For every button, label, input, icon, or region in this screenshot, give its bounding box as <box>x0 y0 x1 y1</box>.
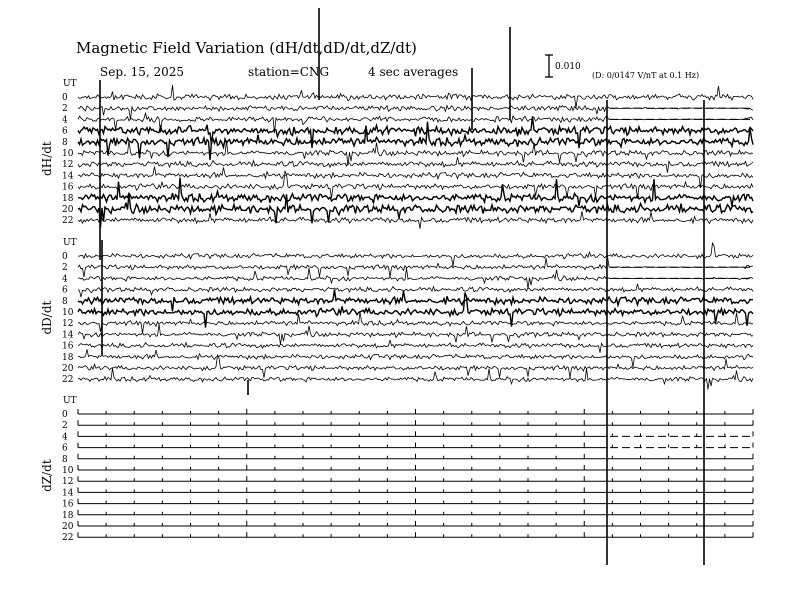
row-label: 14 <box>62 171 74 182</box>
date-label: Sep. 15, 2025 <box>100 65 185 79</box>
row-label: 18 <box>62 510 74 521</box>
row-label: 2 <box>62 421 68 432</box>
trace-line <box>78 312 753 333</box>
row-label: 12 <box>62 319 74 330</box>
trace-line <box>78 368 753 390</box>
trace-line <box>78 284 753 297</box>
trace-line <box>78 324 753 345</box>
row-label: 6 <box>62 285 68 296</box>
row-label: 18 <box>62 352 74 363</box>
row-label: 14 <box>62 488 74 499</box>
scale-bar <box>545 55 553 77</box>
trace-line <box>78 85 753 108</box>
station-label: station=CNG <box>248 65 330 79</box>
row-label: 20 <box>62 205 74 215</box>
row-label: 4 <box>62 432 68 443</box>
trace-line <box>78 256 753 277</box>
panel-ylabel: dZ/dt <box>40 459 54 492</box>
panel-ylabel: dH/dt <box>40 141 54 176</box>
row-label: 20 <box>62 522 74 532</box>
row-label: 4 <box>62 274 68 285</box>
ut-header: UT <box>63 396 77 406</box>
row-label: 2 <box>62 104 68 115</box>
row-label: 10 <box>62 466 74 476</box>
row-label: 22 <box>62 533 74 544</box>
row-label: 8 <box>62 137 68 148</box>
trace-line <box>78 157 753 173</box>
trace-line <box>78 106 753 120</box>
row-label: 0 <box>62 410 68 420</box>
ut-header: UT <box>63 79 77 89</box>
trace-line <box>78 290 753 312</box>
scale-note-label: (D: 0/0147 V/nT at 0.1 Hz) <box>592 71 700 80</box>
row-label: 16 <box>62 341 74 352</box>
trace-line <box>78 211 753 229</box>
trace-line <box>78 178 753 207</box>
chart-title: Magnetic Field Variation (dH/dt,dD/dt,dZ/dt) <box>76 39 417 57</box>
scale-value-label: 0.010 <box>555 62 581 72</box>
row-label: 8 <box>62 454 68 465</box>
row-label: 0 <box>62 252 68 262</box>
row-label: 4 <box>62 115 68 126</box>
row-label: 22 <box>62 375 74 386</box>
trace-line <box>78 243 753 266</box>
averaging-label: 4 sec averages <box>368 65 459 79</box>
row-label: 12 <box>62 160 74 171</box>
row-label: 20 <box>62 364 74 374</box>
panel-ylabel: dD/dt <box>40 300 54 335</box>
row-label: 16 <box>62 499 74 510</box>
row-label: 6 <box>62 443 68 454</box>
row-label: 6 <box>62 126 68 137</box>
row-label: 12 <box>62 477 74 488</box>
trace-line <box>78 355 753 378</box>
row-label: 2 <box>62 263 68 274</box>
row-label: 10 <box>62 149 74 159</box>
trace-line <box>78 349 753 367</box>
row-label: 22 <box>62 216 74 227</box>
row-label: 8 <box>62 296 68 307</box>
trace-line <box>78 340 753 353</box>
row-label: 14 <box>62 330 74 341</box>
row-label: 18 <box>62 193 74 204</box>
trace-line <box>78 141 753 166</box>
row-label: 0 <box>62 93 68 103</box>
row-label: 10 <box>62 308 74 318</box>
panel-dZ-dt <box>40 396 753 543</box>
panel-dH-dt <box>40 79 753 229</box>
row-label: 16 <box>62 182 74 193</box>
panel-dD-dt <box>40 238 753 390</box>
ut-header: UT <box>63 238 77 248</box>
